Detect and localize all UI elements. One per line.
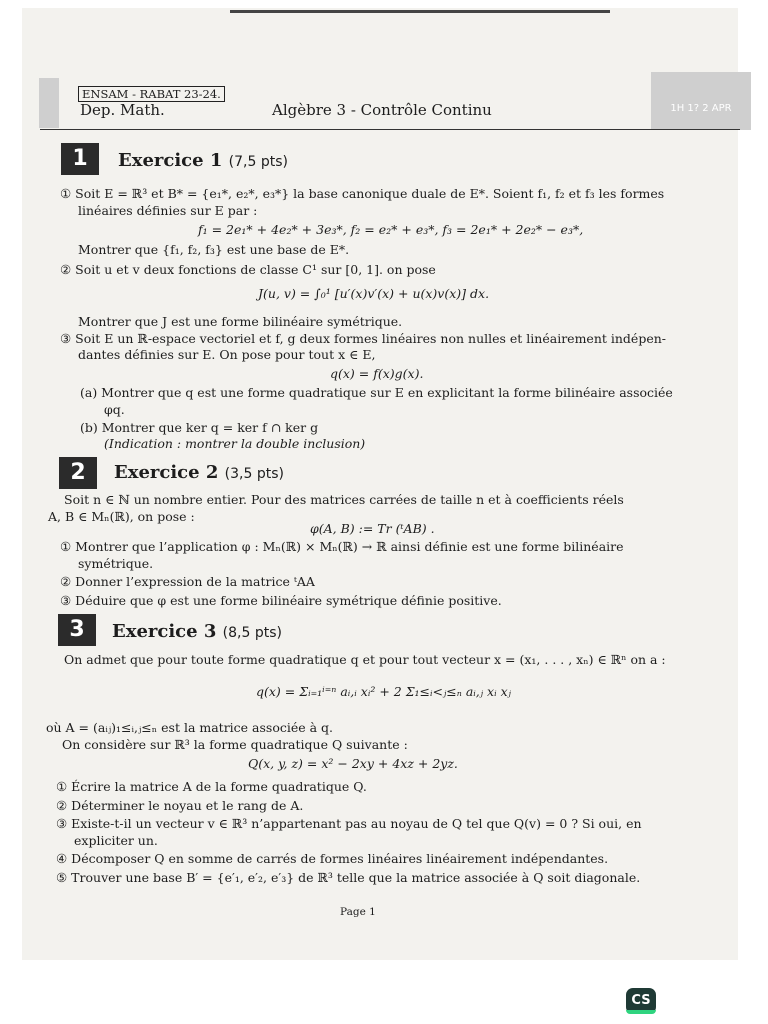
stamp: 1H 1? 2 APR xyxy=(651,72,751,130)
ex3-line: ③ Existe-t-il un vecteur v ∈ ℝ³ n’appartenant pas au noyau de Q tel que Q(v) = 0 ? Si oui, en xyxy=(56,816,642,831)
ex3-line: où A = (aᵢⱼ)₁≤ᵢ,ⱼ≤ₙ est la matrice associée à q. xyxy=(46,720,334,735)
ex1-line: φq. xyxy=(104,402,125,417)
ex1-line: Montrer que J est une forme bilinéaire symétrique. xyxy=(78,314,403,329)
ex2-line: symétrique. xyxy=(78,556,154,571)
ex1-equation: J(u, v) = ∫₀¹ [u′(x)v′(x) + u(x)v(x)] dx. xyxy=(258,286,490,301)
ex3-equation: q(x) = Σᵢ₌₁ⁱ⁼ⁿ aᵢ,ᵢ xᵢ² + 2 Σ₁≤ᵢ<ⱼ≤ₙ aᵢ,ⱼ xᵢ xⱼ xyxy=(256,684,511,699)
ex1-line: (a) Montrer que q est une forme quadratique sur E en explicitant la forme bilinéaire associée xyxy=(80,385,673,400)
ex3-line: On considère sur ℝ³ la forme quadratique Q suivante : xyxy=(62,737,408,752)
ex1-line: Montrer que {f₁, f₂, f₃} est une base de E*. xyxy=(78,242,350,257)
ex2-line: A, B ∈ Mₙ(ℝ), on pose : xyxy=(48,509,195,524)
ex2-line: Soit n ∈ ℕ un nombre entier. Pour des matrices carrées de taille n et à coefficients réels xyxy=(64,492,624,507)
header-rule xyxy=(40,129,740,130)
department-label: Dep. Math. xyxy=(80,101,165,119)
exercise-3-title: Exercice 3 (8,5 pts) xyxy=(112,621,282,642)
ex1-line: linéaires définies sur E par : xyxy=(78,203,258,218)
top-edge-line xyxy=(230,10,610,13)
ex1-line: dantes définies sur E. On pose pour tout x ∈ E, xyxy=(78,347,376,362)
exercise-1-title: Exercice 1 (7,5 pts) xyxy=(118,150,288,171)
camscanner-logo: CS xyxy=(626,988,656,1014)
ex3-line: ④ Décomposer Q en somme de carrés de formes linéaires linéairement indépendantes. xyxy=(56,851,609,866)
ex2-line: ① Montrer que l’application φ : Mₙ(ℝ) × Mₙ(ℝ) → ℝ ainsi définie est une forme bilinéaire xyxy=(60,539,624,554)
ex1-line: (b) Montrer que ker q = ker f ∩ ker g xyxy=(80,420,319,435)
exercise-2-badge: 2 xyxy=(59,457,97,489)
document-title: Algèbre 3 - Contrôle Continu xyxy=(272,101,492,119)
ex2-line: ③ Déduire que φ est une forme bilinéaire symétrique définie positive. xyxy=(60,593,502,608)
exercise-1-badge: 1 xyxy=(61,143,99,175)
ex3-line: ⑤ Trouver une base B′ = {e′₁, e′₂, e′₃} de ℝ³ telle que la matrice associée à Q soit diagonale. xyxy=(56,870,641,885)
ex2-equation: φ(A, B) := Tr (ᵗAB) . xyxy=(310,521,435,536)
scan-shadow xyxy=(39,78,59,128)
ex3-line: expliciter un. xyxy=(74,833,158,848)
ex3-line: ① Écrire la matrice A de la forme quadratique Q. xyxy=(56,779,367,794)
ex3-equation: Q(x, y, z) = x² − 2xy + 4xz + 2yz. xyxy=(248,756,458,771)
exercise-2-title: Exercice 2 (3,5 pts) xyxy=(114,462,284,483)
ex2-line: ② Donner l’expression de la matrice ᵗAA xyxy=(60,574,315,589)
exercise-3-badge: 3 xyxy=(58,614,96,646)
ex1-equation: f₁ = 2e₁* + 4e₂* + 3e₃*, f₂ = e₂* + e₃*, f₃ = 2e₁* + 2e₂* − e₃*, xyxy=(198,222,584,237)
ex3-line: ② Déterminer le noyau et le rang de A. xyxy=(56,798,304,813)
ex1-line: ① Soit E = ℝ³ et B* = {e₁*, e₂*, e₃*} la base canonique duale de E*. Soient f₁, f₂ et f₃ les formes xyxy=(60,186,665,201)
ex3-line: On admet que pour toute forme quadratique q et pour tout vecteur x = (x₁, . . . , xₙ) ∈ ℝⁿ on a : xyxy=(64,652,666,667)
ex1-line: ③ Soit E un ℝ-espace vectoriel et f, g deux formes linéaires non nulles et linéairement indépen- xyxy=(60,331,666,346)
page-number: Page 1 xyxy=(340,906,376,918)
school-label: ENSAM - RABAT 23-24. xyxy=(78,86,225,102)
ex1-line: ② Soit u et v deux fonctions de classe C¹ sur [0, 1]. on pose xyxy=(60,262,436,277)
ex1-equation: q(x) = f(x)g(x). xyxy=(330,366,424,381)
ex1-hint: (Indication : montrer la double inclusion) xyxy=(104,436,366,451)
